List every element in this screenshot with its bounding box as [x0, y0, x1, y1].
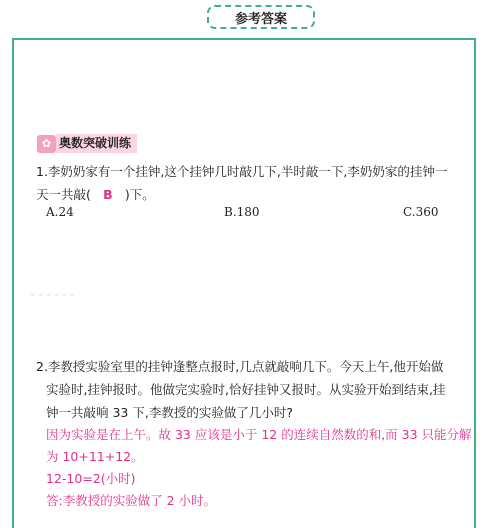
question-2-line-2: 实验时,挂钟报时。他做完实验时,恰好挂钟又报时。从实验开始到结束,挂: [46, 382, 446, 397]
question-1-stem-end: )下。: [124, 187, 155, 202]
question-1-line-1: 1.李奶奶家有一个挂钟,这个挂钟几时敲几下,半时敲一下,李奶奶家的挂钟一: [36, 164, 448, 179]
question-1-line-2: [36, 183, 466, 206]
question-1-stem: 天一共敲(: [36, 187, 91, 202]
option-b: B.180: [224, 205, 260, 219]
solution-line-2: 为 10+11+12。: [46, 449, 144, 464]
solution-line-1: 因为实验是在上午。故 33 应该是小于 12 的连续自然数的和,而 33 只能分解: [46, 427, 472, 442]
solution-answer: 答:李教授的实验做了 2 小时。: [46, 493, 217, 508]
decorative-divider: ∽∽∽∽∽∽: [30, 291, 78, 299]
question-1: [36, 160, 466, 206]
option-c: C.360: [403, 205, 439, 219]
ribbon-icon: ✿: [37, 135, 56, 153]
question-2-line-3: 钟一共敲响 33 下,李教授的实验做了几小时?: [46, 405, 293, 420]
section-title: 奥数突破训练: [56, 134, 137, 153]
question-2-line-1: 2.李教授实验室里的挂钟逢整点报时,几点就敲响几下。今天上午,他开始做: [36, 359, 444, 374]
section-header: [37, 134, 137, 153]
question-1-answer: B: [103, 187, 113, 202]
answer-key-tab: [207, 5, 315, 29]
option-a: A.24: [46, 205, 74, 219]
answer-key-title: 参考答案: [234, 11, 287, 27]
question-2: [36, 355, 466, 424]
solution-line-3: 12-10=2(小时): [46, 471, 136, 486]
